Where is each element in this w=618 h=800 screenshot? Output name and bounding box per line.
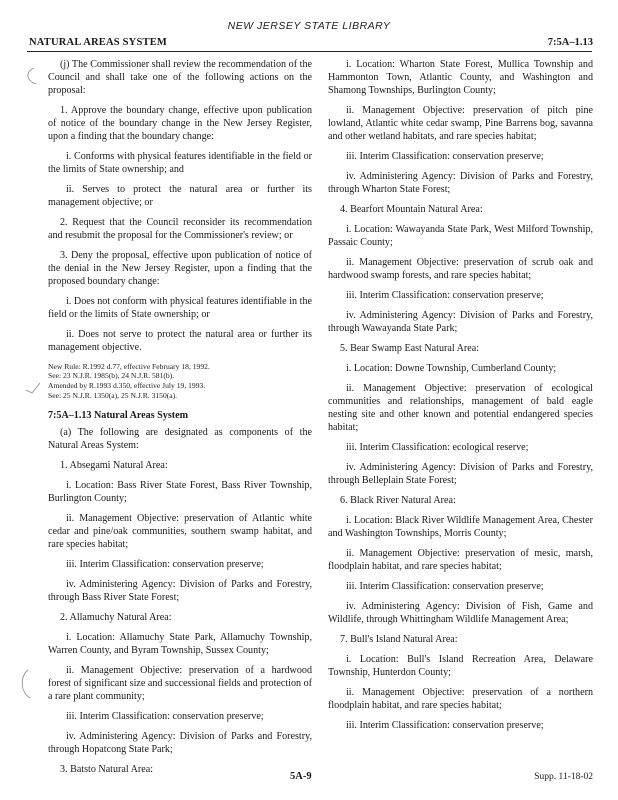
paragraph: (a) The following are designated as components of the Natural Areas System: bbox=[48, 427, 312, 451]
paragraph: i. Location: Black River Wildlife Management Area, Chester and Washington Townships, Morris County; bbox=[328, 515, 593, 540]
library-stamp: NEW JERSEY STATE LIBRARY bbox=[227, 20, 391, 32]
list-item: 7. Bull's Island Natural Area: bbox=[340, 634, 458, 646]
paragraph: iv. Administering Agency: Division of Parks and Forestry, through Wawayanda State Park; bbox=[328, 310, 593, 334]
margin-check-icon bbox=[24, 380, 42, 400]
paragraph: i. Does not conform with physical features identifiable in the field or the limits of State ownership; or bbox=[48, 295, 312, 320]
history-line: New Rule: R.1992 d.77, effective February 18, 1992. bbox=[48, 361, 210, 371]
list-item: 6. Black River Natural Area: bbox=[340, 495, 456, 507]
paragraph: i. Location: Wawayanda State Park, West Milford Township, Passaic County; bbox=[328, 224, 593, 248]
paragraph: iii. Interim Classification: ecological reserve; bbox=[346, 442, 529, 454]
running-header-title: NATURAL AREAS SYSTEM bbox=[29, 37, 168, 48]
paragraph: ii. Management Objective: preservation of ecological communities and relationships, management of bald eagle nesting site and other known and potential endangered species habitat; bbox=[328, 383, 593, 433]
paragraph: iii. Interim Classification: conservation preserve; bbox=[66, 559, 264, 570]
margin-bracket-icon bbox=[22, 66, 40, 86]
paragraph: i. Location: Downe Township, Cumberland County; bbox=[346, 363, 557, 375]
paragraph: iv. Administering Agency: Division of Parks and Forestry, through Wharton State Forest; bbox=[328, 170, 593, 195]
rule-history bbox=[48, 362, 312, 400]
paragraph: 3. Deny the proposal, effective upon publication of notice of the denial in the New Jersey Register, upon a finding that the proposed boundary change: bbox=[48, 249, 312, 287]
paragraph: ii. Management Objective: preservation of a northern floodplain habitat, and rare species habitat; bbox=[328, 687, 593, 712]
paragraph: ii. Management Objective: preservation of scrub oak and hardwood swamp forests, and rare species habitat; bbox=[328, 257, 593, 281]
paragraph: iii. Interim Classification: conservation preserve; bbox=[346, 581, 544, 593]
list-item: 2. Allamuchy Natural Area: bbox=[60, 612, 172, 624]
list-item: 1. Absegami Natural Area: bbox=[60, 460, 168, 471]
list-item: 3. Batsto Natural Area: bbox=[60, 764, 154, 776]
paragraph: 1. Approve the boundary change, effective upon publication of notice of the boundary change in the New Jersey Register, upon a finding that the boundary change: bbox=[48, 104, 312, 142]
paragraph: iii. Interim Classification: conservation preserve; bbox=[346, 150, 544, 162]
right-column bbox=[328, 59, 593, 741]
list-item: 5. Bear Swamp East Natural Area: bbox=[340, 343, 480, 355]
paragraph: ii. Serves to protect the natural area or further its management objective; or bbox=[48, 183, 312, 208]
paragraph: iv. Administering Agency: Division of Parks and Forestry, through Bass River State Forest; bbox=[48, 579, 312, 603]
paragraph: iii. Interim Classification: conservation preserve; bbox=[66, 711, 264, 723]
paragraph: i. Location: Bass River State Forest, Bass River Township, Burlington County; bbox=[48, 480, 312, 504]
history-line: Amended by R.1993 d.350, effective July 19, 1993. bbox=[48, 380, 206, 390]
paragraph: (j) The Commissioner shall review the recommendation of the Council and shall take one of the following actions on the proposal: bbox=[48, 59, 312, 96]
list-item: 4. Bearfort Mountain Natural Area: bbox=[340, 203, 483, 215]
margin-bracket-icon bbox=[18, 668, 32, 700]
paragraph: i. Location: Allamuchy State Park, Allamuchy Township, Warren County, and Byram Township, Sussex County; bbox=[48, 632, 312, 657]
page-number: 5A-9 bbox=[290, 771, 312, 782]
paragraph: i. Location: Bull's Island Recreation Area, Delaware Township, Hunterdon County; bbox=[328, 654, 593, 679]
paragraph: i. Location: Wharton State Forest, Mullica Township and Hammonton Town, Atlantic County, and Washington and Shamong Townships, Burlington County; bbox=[328, 59, 593, 96]
paragraph: iv. Administering Agency: Division of Fish, Game and Wildlife, through Whittingham Wildlife Management Area; bbox=[328, 601, 593, 626]
paragraph: 2. Request that the Council reconsider its recommendation and resubmit the proposal for the Commissioner's review; or bbox=[48, 216, 312, 241]
paragraph: ii. Does not serve to protect the natural area or further its management objective. bbox=[48, 328, 312, 353]
running-header-section: 7:5A–1.13 bbox=[547, 37, 593, 48]
paragraph: ii. Management Objective: preservation of Atlantic white cedar and pine/oak communities, southern swamp habitat, and rare species habitat; bbox=[48, 513, 312, 550]
paragraph: iii. Interim Classification: conservation preserve; bbox=[346, 720, 544, 732]
paragraph: iv. Administering Agency: Division of Parks and Forestry, through Belleplain State Forest; bbox=[328, 462, 593, 487]
header-rule bbox=[27, 51, 592, 52]
paragraph: ii. Management Objective: preservation of mesic, marsh, floodplain habitat, and rare species habitat; bbox=[328, 548, 593, 573]
paragraph: iii. Interim Classification: conservation preserve; bbox=[346, 290, 544, 301]
left-column bbox=[48, 59, 312, 784]
section-title: 7:5A–1.13 Natural Areas System bbox=[48, 410, 188, 422]
paragraph: i. Conforms with physical features identifiable in the field or the limits of State ownership; and bbox=[48, 150, 312, 175]
history-line: See: 25 N.J.R. 1350(a), 25 N.J.R. 3150(a). bbox=[48, 390, 178, 400]
paragraph: iv. Administering Agency: Division of Parks and Forestry, through Hopatcong State Park; bbox=[48, 731, 312, 756]
paragraph: ii. Management Objective: preservation of a hardwood forest of significant size and successional fields and protection of a rare plant community; bbox=[48, 665, 312, 702]
paragraph: ii. Management Objective: preservation of pitch pine lowland, Atlantic white cedar swamp, Pine Barrens bog, savanna and other wetland habitats, and rare species habitat; bbox=[328, 104, 593, 142]
history-line: See: 23 N.J.R. 1985(b), 24 N.J.R. 581(b). bbox=[48, 371, 175, 381]
supplement-date: Supp. 11-18-02 bbox=[534, 772, 593, 782]
